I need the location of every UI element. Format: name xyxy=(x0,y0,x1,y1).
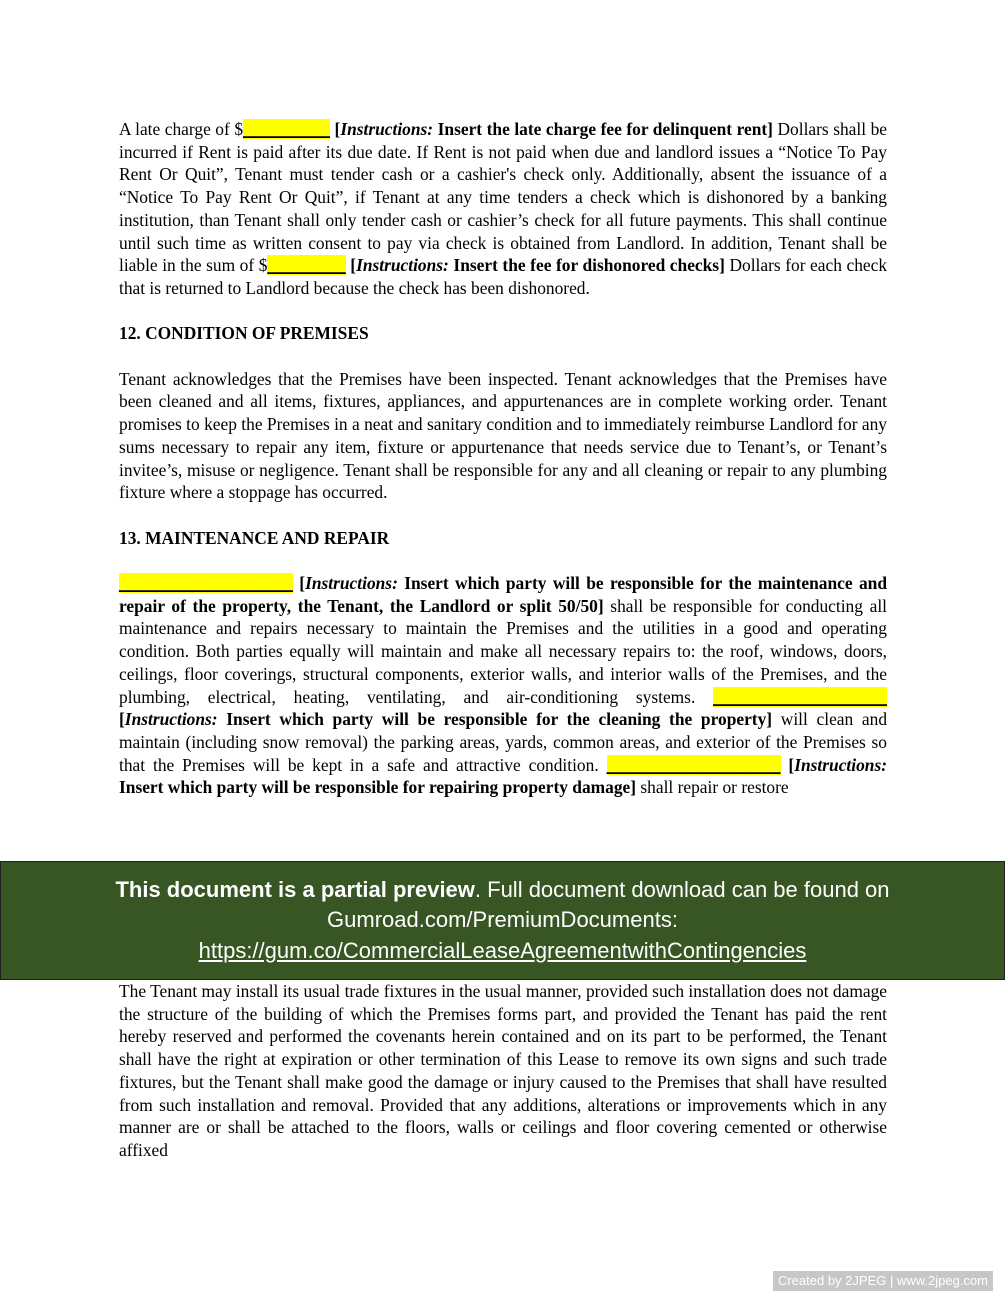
download-link[interactable]: https://gum.co/CommercialLeaseAgreementwithContingencies xyxy=(198,937,807,963)
condition-of-premises-paragraph: Tenant acknowledges that the Premises have been inspected. Tenant acknowledges that the Premises have been cleaned and all items, fixtures, appliances, and appurtenances are in complete working order. Tenant promises to keep the Premises in a neat and sanitary condition and to immediately reimburse Landlord for any sums necessary to repair any item, fixture or appurtenance that needs service due to Tenant’s, or Tenant’s invitee’s, misuse or negligence. Tenant shall be responsible for any and all cleaning or repair to any plumbing fixture where a stoppage has occurred. xyxy=(119,368,887,503)
cleaning-party-blank[interactable]: ____________________ xyxy=(713,686,887,707)
late-charge-blank[interactable]: __________ xyxy=(243,119,330,139)
instructions-label: Instructions: xyxy=(305,573,398,593)
maintenance-paragraph xyxy=(119,572,887,799)
text: [ xyxy=(780,754,795,775)
text: [ xyxy=(119,709,125,730)
watermark-label: Created by 2JPEG | www.2jpeg.com xyxy=(773,1271,993,1291)
banner-bold-text: This document is a partial preview xyxy=(115,876,475,902)
banner-text: . Full document download can be found on xyxy=(474,876,890,902)
late-charge-paragraph xyxy=(119,118,887,300)
banner-line-1 xyxy=(115,875,889,906)
instructions-text: Insert the fee for dishonored checks] xyxy=(448,255,725,276)
instructions-text: Insert the late charge fee for delinquent rent] xyxy=(433,119,773,139)
text: [ xyxy=(345,255,357,276)
text: A late charge of $ xyxy=(119,119,244,139)
text: [ xyxy=(329,119,341,139)
text: shall repair or restore xyxy=(636,777,789,798)
section-12-heading: 12. CONDITION OF PREMISES xyxy=(119,323,369,344)
instructions-label: Instructions: xyxy=(340,119,434,139)
section-13-heading: 13. MAINTENANCE AND REPAIR xyxy=(119,527,390,548)
trade-fixtures-paragraph: The Tenant may install its usual trade fixtures in the usual manner, provided such installation does not damage the structure of the building of which the Premises forms part, and provided the Tenant has paid the rent hereby reserved and performed the covenants herein contained and on its part to be performed, the Tenant shall have the right at expiration or other termination of this Lease to remove its own signs and such trade fixtures, but the Tenant shall make good the damage or injury caused to the Premises that shall have resulted from such installation and removal. Provided that any additions, alterations or improvements which in any manner are or shall be attached to the floors, walls or ceilings and floor covering cemented or otherwise affixed xyxy=(119,981,887,1160)
text: shall be responsible for conducting all maintenance and repairs necessary to maintain the Premises and the utilities in a good and operating condition. Both parties equally will maintain and make all necessary repairs to: the roof, windows, doors, ceilings, floor coverings, structural components, exterior walls, and interior walls of the Premises, and the plumbing, electrical, heating, ventilating, and air-conditioning systems. xyxy=(119,595,887,707)
document-page-continued xyxy=(119,980,887,1162)
document-page xyxy=(119,118,887,799)
instructions-label: Instructions: xyxy=(794,754,888,775)
instructions-label: Instructions: xyxy=(356,255,449,276)
text: Dollars for each check that is returned to Landlord because the check has been dishonored. xyxy=(119,255,888,298)
damage-repair-party-blank[interactable]: ____________________ xyxy=(606,754,781,775)
text: will clean and maintain (including snow removal) the parking areas, yards, common areas, and exterior of the Premises so that the Premises will be kept in a safe and attractive condition. xyxy=(119,709,888,775)
maintenance-party-blank[interactable]: ____________________ xyxy=(119,573,293,593)
instructions-text: Insert which party will be responsible for the cleaning the property] xyxy=(217,709,773,730)
instructions-text: Insert which party will be responsible for the maintenance and repair of the property, the Tenant, the Landlord or split 50/50] xyxy=(119,573,888,616)
preview-banner xyxy=(0,861,1005,980)
instructions-text: Insert which party will be responsible for repairing property damage] xyxy=(119,777,637,798)
instructions-label: Instructions: xyxy=(124,709,218,730)
text: [ xyxy=(292,573,306,593)
dishonored-check-fee-blank[interactable]: _________ xyxy=(267,255,346,276)
text: Dollars shall be incurred if Rent is paid after its due date. If Rent is not paid when due and landlord issues a “Notice To Pay Rent Or Quit”, Tenant must tender cash or a cashier's check only. Additionally, absent the issuance of a “Notice To Pay Rent Or Quit”, if Tenant at any time tenders a check which is dishonored by a banking institution, than Tenant shall only tender cash or cashier’s check for all future payments. This shall continue until such time as written consent to pay via check is obtained from Landlord. In addition, Tenant shall be liable in the sum of $ xyxy=(119,119,888,276)
banner-line-2: Gumroad.com/PremiumDocuments: xyxy=(327,907,678,933)
